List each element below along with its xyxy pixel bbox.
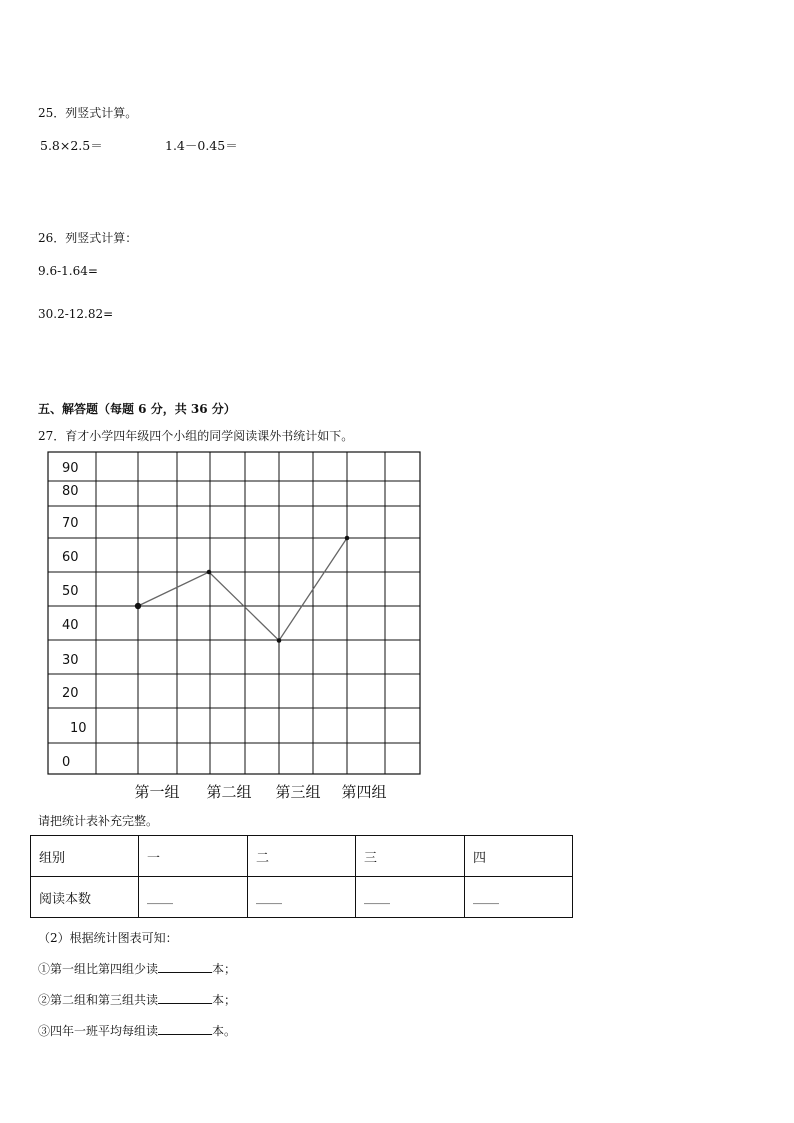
x-category-label: 第二组 (206, 783, 252, 801)
y-tick-label: 10 (70, 721, 87, 736)
table-header-2: 二 (248, 836, 356, 877)
x-category-label: 第三组 (275, 783, 321, 801)
table-header-row (31, 836, 573, 877)
q25-expr-1: 5.8×2.5＝ (40, 138, 103, 153)
table-answer-1[interactable]: ____ (139, 877, 248, 918)
stats-table (30, 835, 573, 918)
y-tick-label: 20 (62, 686, 79, 701)
chart-grid (48, 452, 420, 774)
answer-line-2 (38, 991, 236, 1008)
data-point (207, 570, 212, 575)
answer-line-1 (38, 960, 236, 977)
q26-expr-2: 30.2-12.82= (38, 307, 114, 321)
y-tick-label: 80 (62, 484, 79, 499)
chart-frame (48, 452, 420, 774)
answer-2-unit: 本； (212, 993, 237, 1007)
data-point (277, 638, 282, 643)
table-answer-2[interactable]: ____ (248, 877, 356, 918)
q26-expr-1: 9.6-1.64= (38, 264, 98, 278)
y-tick-label: 70 (62, 516, 79, 531)
y-tick-label: 30 (62, 653, 79, 668)
answer-2-blank[interactable] (158, 991, 212, 1004)
answer-1-unit: 本； (212, 962, 237, 976)
table-header-3: 三 (356, 836, 465, 877)
answer-1-blank[interactable] (158, 960, 212, 973)
answer-2-text: 第二组和第三组共读 (50, 993, 159, 1007)
table-header-group: 组别 (31, 836, 139, 877)
circled-number-1: ① (38, 962, 51, 976)
table-answer-3[interactable]: ____ (356, 877, 465, 918)
y-tick-label: 50 (62, 584, 79, 599)
y-tick-label: 90 (62, 461, 79, 476)
q26-label: 26．列竖式计算： (38, 231, 138, 245)
y-axis-ticks (62, 461, 87, 770)
q27-label: 27．育才小学四年级四个小组的同学阅读课外书统计如下。 (38, 429, 354, 443)
x-axis-categories (134, 783, 386, 801)
y-tick-label: 40 (62, 618, 79, 633)
x-category-label: 第一组 (134, 783, 180, 801)
table-data-row (31, 877, 573, 918)
answer-3-text: 四年一班平均每组读 (50, 1024, 159, 1038)
q25-label: 25．列竖式计算。 (38, 106, 138, 120)
data-point (345, 536, 350, 541)
circled-number-3: ③ (38, 1024, 51, 1038)
table-instruction: 请把统计表补充完整。 (38, 814, 159, 828)
data-point (135, 603, 141, 609)
answer-1-text: 第一组比第四组少读 (50, 962, 159, 976)
table-header-1: 一 (139, 836, 248, 877)
table-answer-4[interactable]: ____ (465, 877, 573, 918)
series-line (138, 538, 347, 641)
answer-line-3 (38, 1022, 236, 1039)
answer-3-unit: 本。 (212, 1024, 237, 1038)
q25-expr-2: 1.4－0.45＝ (165, 138, 238, 153)
table-header-4: 四 (465, 836, 573, 877)
y-tick-label: 60 (62, 550, 79, 565)
part2-label: （2）根据统计图表可知： (38, 931, 178, 945)
section-title: 五、解答题（每题 6 分，共 36 分） (38, 402, 236, 416)
table-row-label: 阅读本数 (31, 877, 139, 918)
x-category-label: 第四组 (341, 783, 387, 801)
chart-series (135, 536, 350, 643)
answer-3-blank[interactable] (158, 1022, 212, 1035)
circled-number-2: ② (38, 993, 51, 1007)
y-tick-label: 0 (62, 755, 71, 770)
